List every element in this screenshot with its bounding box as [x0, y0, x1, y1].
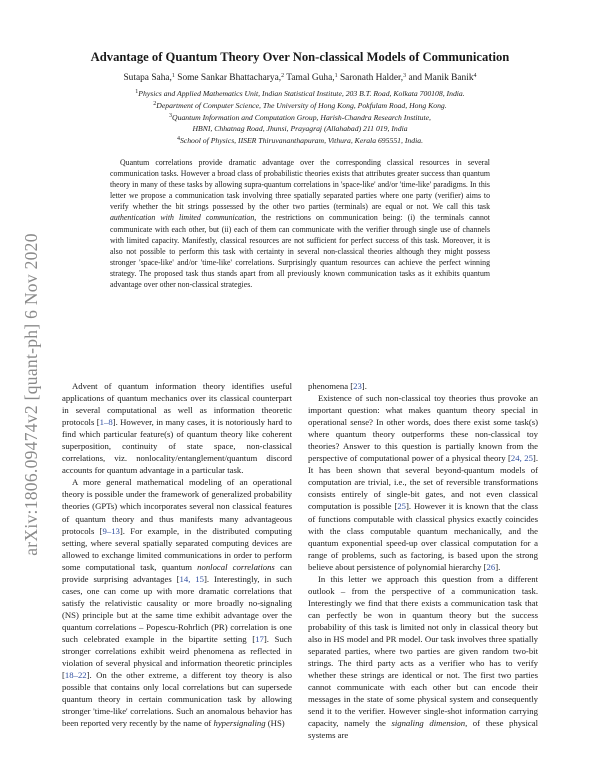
author-list	[62, 73, 538, 83]
left-column	[62, 380, 292, 729]
paper-title: Advantage of Quantum Theory Over Non-classical Models of Communication	[90, 50, 510, 64]
paragraph: A more general mathematical modeling of an operational theory is possible under the framework of generalized probability theories (GPTs) which incorporates several non classical features of quantum theory and thus manifests many advantageous protocols [9–13]. For example, in the distributed computing setting, where several spatially separated computing devices are allowed to exchange limited communications in order to perform some computational task, quantum nonlocal correlations can provide surprising advantages [14, 15]. Interestingly, in such cases, one can come up with more dramatic correlations that satisfy the relativistic causality or more broadly no-signaling (NS) principle but at the same time exhibit advantage over the quantum correlations – Popescu-Rohrlich (PR) correlation is one such celebrated example in the bipartite setting [17]. Such stronger correlations exhibit weird phenomena as reflected in violation of several physical and information theoretic principles [18–22]. On the other extreme, a different toy theory is also possible that contains only local correlations but can supersede quantum theory in certain communication task by allowing stronger 'time-like' correlations. Such an anomalous behavior has been reported very recently by the name of hypersignaling (HS)	[62, 477, 293, 729]
right-column	[308, 380, 538, 741]
citation-link[interactable]: 18–22	[64, 670, 87, 681]
citation-link[interactable]: 17	[255, 633, 264, 644]
author: Tamal Guha,$^1$	[286, 73, 338, 83]
author: Sutapa Saha,$^1$	[123, 73, 175, 83]
arxiv-stamp-text: arXiv:1806.09474v2 [quant-ph] 6 Nov 2020	[20, 232, 41, 556]
paragraph: In this letter we approach this question from a different outlook – from the perspective of a communication task. Interestingly we find that there exists a communication task that can perfectly be won in quantum theory but the success probability of this task is limited not only in classical theory but also in HS model and PR model. Our task involves three spatially separated parties, where two parties are given random two-bit strings. The third party acts as a verifier who has to verify whether these strings are identical or not. The first two parties cannot communicate with each other but can encode their messages in the state of some physical system and consequently send it to the verifier. However single-shot information carrying capacity, namely the signaling dimension, of these physical systems are	[308, 573, 538, 741]
citation-link[interactable]: 9–13	[102, 525, 120, 536]
citation-link[interactable]: 1–8	[99, 417, 113, 428]
citation-link[interactable]: 26	[486, 561, 496, 572]
abstract: Quantum correlations provide dramatic advantage over the corresponding classical resources in several communication tasks. However a broad class of probabilistic theories exists that attributes greater success than quantum theory in many of these tasks by allowing supra-quantum correlations in 'space-like' and/or 'time-like' paradigms. In this letter we propose a communication task involving three spatially separated parties where one party (verifier) aims to verify whether the bit strings possessed by the other two parties (terminals) are equal or not. We call this task authentication with limited communication, the restrictions on communication being: (i) the terminals cannot communicate with each other, but (ii) each of them can communicate with the verifier through single use of channels with limited capacity. Manifestly, classical resources are not sufficient for perfect success of this task. Moreover, it is also not possible to perform this task with certainty in several non-classical theories although they might possess stronger 'space-like' and/or 'time-like' correlations. Surprisingly quantum resources can achieve the perfect winning strategy. The proposed task thus stands apart from all previously known communication tasks as it exhibits quantum advantage over other non-classical strategies.	[110, 158, 490, 290]
citation-link[interactable]: 25	[397, 501, 406, 512]
affiliation-list	[62, 87, 538, 146]
affiliation: $^1$Physics and Applied Mathematics Unit, Indian Statistical Institute, 203 B.T. Road, Kolkata 700108, India.	[135, 89, 465, 98]
author: Saronath Halder,$^3$	[339, 73, 407, 83]
affiliation: $^4$School of Physics, IISER Thiruvananthapuram, Vithura, Kerala 695551, India.	[176, 135, 424, 145]
arxiv-stamp	[20, 214, 42, 574]
paragraph: Existence of such non-classical toy theories thus provoke an important question: what makes quantum theory special in operational sense? In other words, does there exist some task(s) where quantum theory outperforms these non-classical toy theories? Answer to this question is partially known from the perspective of computational power of a physical theory [24, 25]. It has been shown that several beyond-quantum models of computation are trivial, i.e., the set of reversible transformations consists entirely of single-bit gates, and not even classical computation is possible [25]. However it is known that the class of functions computable with classical physics exactly coincides with the class computable quantum mechanically, and the quantum exponential speed-up over classical computation for a range of problems, such as factoring, is based upon the strong believe about persistence of polynomial hierarchy [26].	[308, 393, 539, 572]
affiliation: $^2$Department of Computer Science, The University of Hong Kong, Pokfulam Road, Hong Kong.	[153, 101, 447, 111]
citation-link[interactable]: 24, 25	[510, 453, 533, 464]
citation-link[interactable]: 23	[353, 381, 362, 391]
author: and Manik Banik$^4$	[408, 73, 477, 83]
citation-link[interactable]: 14, 15	[179, 573, 204, 584]
affiliation: HBNI, Chhatnag Road, Jhunsi, Prayagraj (Allahabad) 211 019, India	[192, 123, 408, 133]
paragraph: Advent of quantum information theory identifies useful applications of quantum mechanics over its classical counterpart in several computational as well as information theoretic protocols [1–8]. However, in many cases, it is notoriously hard to find which particular feature(s) of quantum theory like coherent superposition, continuity of state space, non-classical correlations, viz. nonlocality/entanglement/quantum discord accounts for quantum advantage in a particular task.	[62, 381, 292, 476]
paragraph: phenomena [23].	[308, 381, 367, 391]
author: Some Sankar Bhattacharya,$^2$	[177, 73, 285, 83]
affiliation: $^3$Quantum Information and Computation Group, Harish-Chandra Research Institute,	[169, 113, 431, 123]
